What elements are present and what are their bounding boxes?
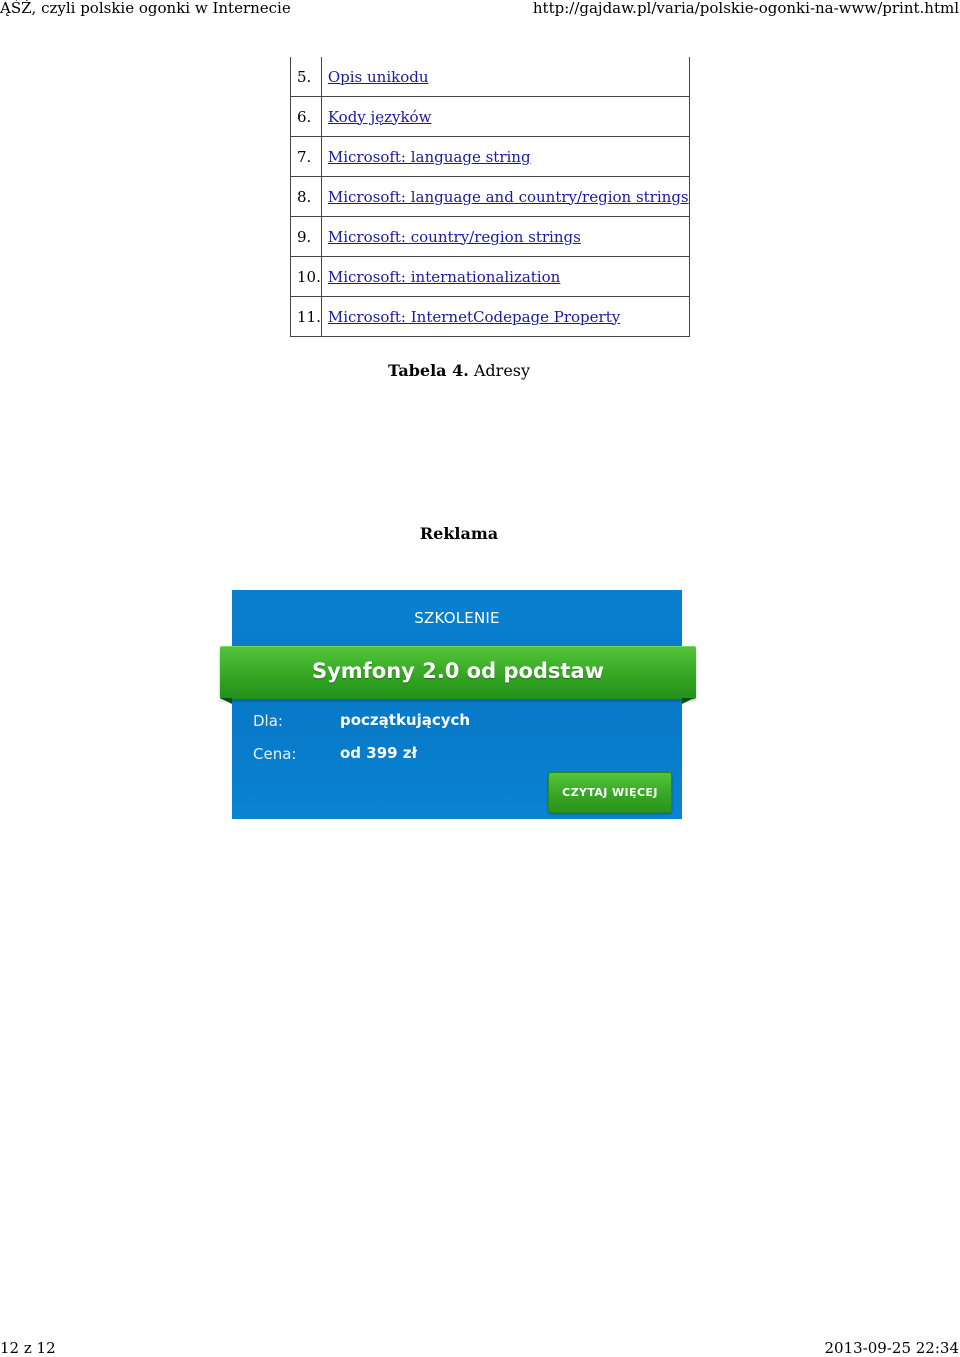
reference-link[interactable]: Microsoft: language string — [327, 147, 531, 166]
table-row — [291, 297, 690, 337]
print-header-title: ĄŚŹ, czyli polskie ogonki w Internecie — [0, 0, 291, 17]
table-row — [291, 257, 690, 297]
reference-number: 11. — [291, 297, 322, 337]
table-caption-text: Adresy — [473, 361, 531, 380]
print-header-url: http://gajdaw.pl/varia/polskie-ogonki-na-www/print.html — [532, 0, 959, 17]
reference-number: 7. — [291, 137, 322, 177]
reference-link[interactable]: Microsoft: internationalization — [327, 267, 561, 286]
reference-link[interactable]: Microsoft: language and country/region strings — [327, 187, 689, 206]
table-row — [291, 97, 690, 137]
reference-number: 10. — [291, 257, 322, 297]
table-row — [291, 217, 690, 257]
table-row — [291, 177, 690, 217]
table-caption — [0, 361, 918, 380]
reference-link[interactable]: Opis unikodu — [327, 67, 429, 86]
reference-link[interactable]: Microsoft: country/region strings — [327, 227, 581, 246]
reference-number: 9. — [291, 217, 322, 257]
ad-category: SZKOLENIE — [414, 609, 500, 627]
reference-number: 6. — [291, 97, 322, 137]
ad-price-label: Cena: — [253, 745, 297, 763]
ad-banner[interactable] — [232, 590, 682, 819]
table-caption-label: Tabela 4. — [387, 361, 469, 380]
ad-title-ribbon — [220, 646, 696, 699]
ad-audience-label: Dla: — [253, 712, 283, 730]
ad-heading: Reklama — [419, 524, 499, 543]
reference-link[interactable]: Kody języków — [327, 107, 432, 126]
ad-price-value: od 399 zł — [340, 744, 418, 762]
table-row — [291, 57, 690, 97]
print-datetime: 2013-09-25 22:34 — [824, 1339, 959, 1357]
ad-title: Symfony 2.0 od podstaw — [311, 659, 605, 683]
reference-link[interactable]: Microsoft: InternetCodepage Property — [327, 307, 621, 326]
ribbon-fold-right — [682, 698, 694, 704]
ad-audience-value: początkujących — [340, 711, 471, 729]
page-number: 12 z 12 — [0, 1339, 56, 1357]
ribbon-fold-left — [220, 698, 232, 704]
reference-number: 5. — [291, 57, 322, 97]
reference-number: 8. — [291, 177, 322, 217]
table-row — [291, 137, 690, 177]
references-table — [290, 57, 690, 337]
read-more-button[interactable]: CZYTAJ WIĘCEJ — [548, 772, 672, 813]
